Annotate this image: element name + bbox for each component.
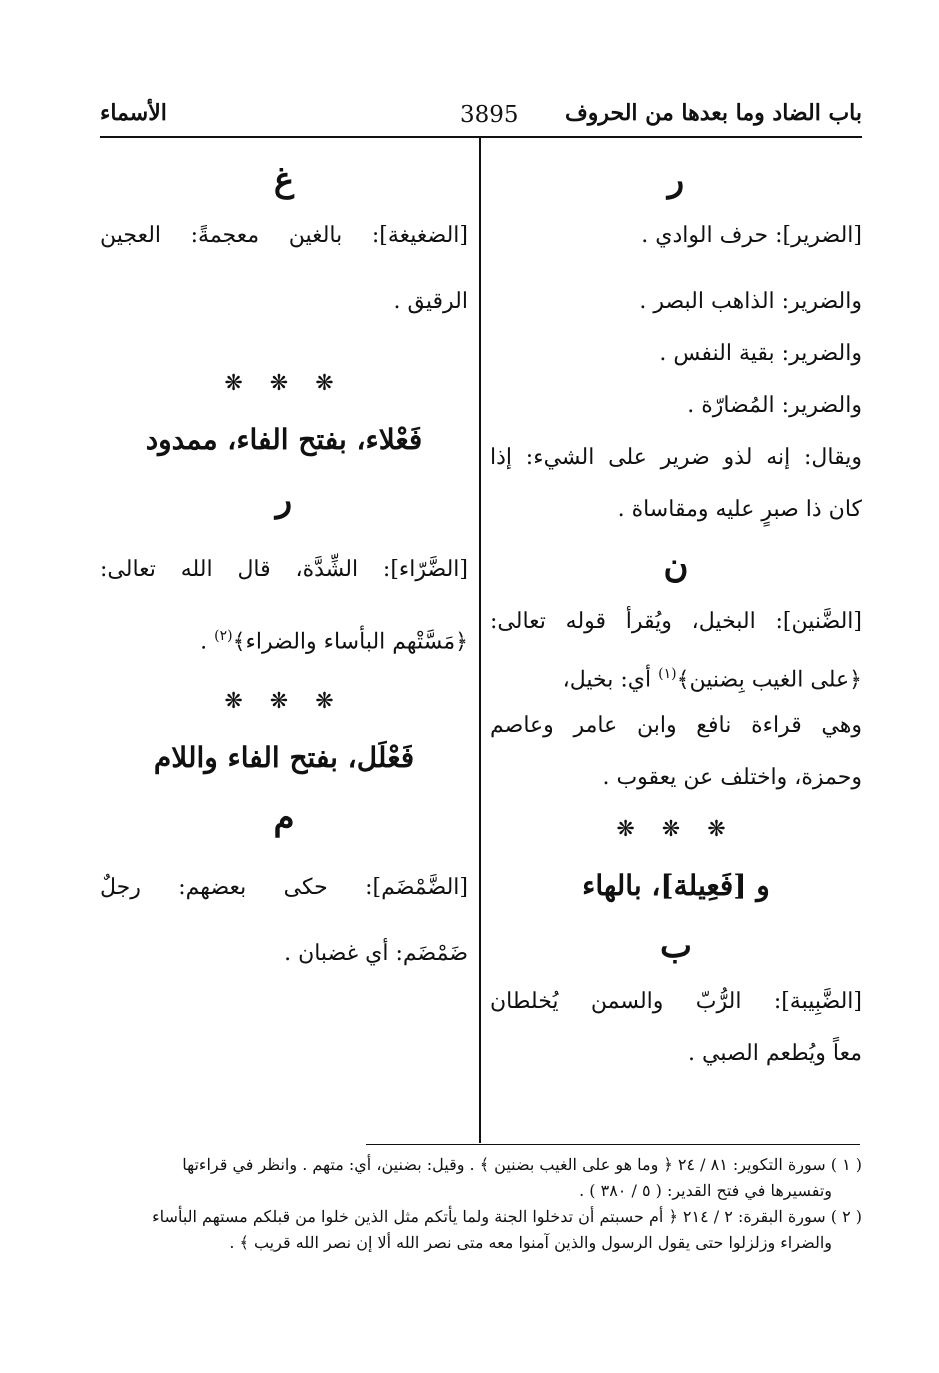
text-line: والضرير: بقية النفس . — [659, 341, 862, 366]
footnote-ref: (١) — [658, 666, 677, 682]
page-number: 3895 — [460, 102, 519, 128]
footnotes — [100, 1152, 862, 1256]
left-column — [100, 150, 468, 980]
text-line: ضَمْضَم: أي غضبان . — [284, 941, 468, 966]
quran-quote: ﴿على الغيب بِضنين﴾ — [676, 667, 862, 693]
footnote-line: ( ١ ) سورة التكوير: ٨١ / ٢٤ ﴿ وما هو على الغيب بضنين ﴾ . وقيل: بضنين، أي: متهم . وانظر في قراءتها — [182, 1155, 862, 1174]
chapter-title: باب الضاد وما بعدها من الحروف — [564, 100, 862, 126]
letter-heading: ر — [275, 480, 293, 520]
text-line: والضرير: المُضارّة . — [687, 393, 862, 418]
footnote-line: وتفسيرها في فتح القدير: ( ٥ / ٣٨٠ ) . — [579, 1181, 832, 1200]
text-line: [الضَّرّاء]: الشِّدَّة، قال الله تعالى: — [100, 557, 468, 582]
text-line: الرقيق . — [393, 289, 468, 314]
text-line: والضرير: الذاهب البصر . — [639, 289, 862, 314]
section-title: فَعْلاء، بفتح الفاء، ممدود — [145, 423, 423, 456]
letter-heading: ب — [659, 926, 692, 966]
text-line: معاً ويُطعم الصبي . — [688, 1041, 862, 1066]
text-line: وهي قراءة نافع وابن عامر وعاصم — [490, 713, 862, 738]
footnote-line: ( ٢ ) سورة البقرة: ٢ / ٢١٤ ﴿ أم حسبتم أن تدخلوا الجنة ولما يأتكم مثل الذين خلوا من قبلكم مستهم البأساء — [152, 1207, 862, 1226]
text-line — [100, 610, 468, 662]
text-line: [الضَّنين]: البخيل، ويُقرأ قوله تعالى: — [490, 609, 862, 634]
footnote-line: والضراء وزلزلوا حتى يقول الرسول والذين آمنوا معه متى نصر الله ألا إن نصر الله قريب ﴾ . — [229, 1233, 832, 1252]
text-line: كان ذا صبرٍ عليه ومقاساة . — [617, 497, 862, 522]
column-divider — [479, 138, 481, 1143]
text-line: [الضرير]: حرف الوادي . — [641, 223, 862, 248]
letter-heading: م — [273, 798, 295, 838]
section-separator: ❋ ❋ ❋ — [616, 817, 736, 842]
text-line: [الضَّمْضَم]: حكى بعضهم: رجلٌ — [100, 875, 468, 900]
section-heading: الأسماء — [100, 100, 167, 126]
section-title: و [فَعِيلة]، بالهاء — [582, 869, 770, 902]
letter-heading: ن — [663, 546, 689, 586]
text-line: وحمزة، واختلف عن يعقوب . — [602, 765, 862, 790]
footnote-rule — [366, 1144, 860, 1145]
quran-quote: ﴿مَسَّتْهم البأساء والضراء﴾ — [232, 629, 468, 655]
letter-heading: ر — [667, 160, 685, 200]
text-line: [الضَّبِيبة]: الرُّبّ والسمن يُخلطان — [490, 989, 862, 1014]
footnote-ref: (٢) — [214, 628, 233, 644]
text-fragment: أي: بخيل، — [562, 667, 652, 693]
section-separator: ❋ ❋ ❋ — [224, 371, 344, 396]
right-column — [490, 150, 862, 1080]
text-line — [490, 648, 862, 700]
section-separator: ❋ ❋ ❋ — [224, 689, 344, 714]
letter-heading: غ — [273, 160, 295, 200]
text-fragment: . — [200, 629, 208, 655]
text-line: ويقال: إنه لذو ضرير على الشيء: إذا — [490, 445, 862, 470]
text-line: [الضغيغة]: بالغين معجمةً: العجين — [100, 223, 468, 248]
section-title: فَعْلَل، بفتح الفاء واللام — [153, 741, 415, 774]
page-header — [100, 96, 862, 138]
